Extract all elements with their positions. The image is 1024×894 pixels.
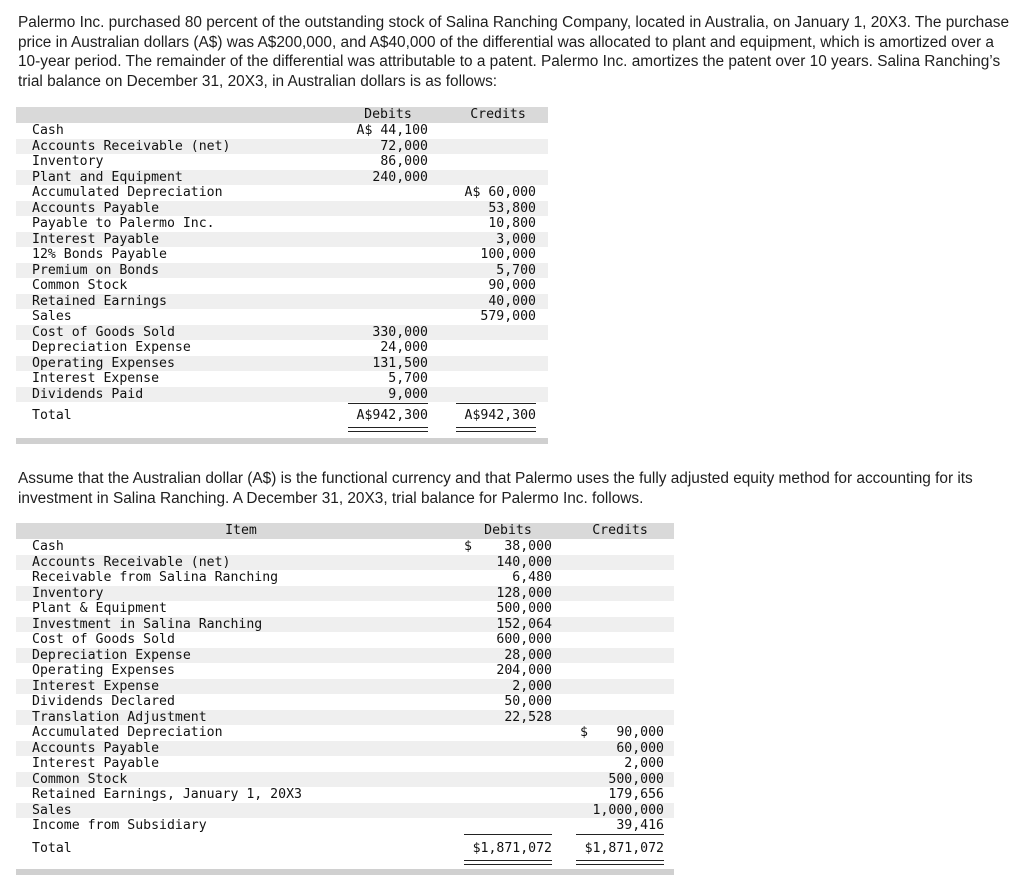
- salina-debit-total-rule: [348, 403, 428, 404]
- credit-amount: 579,000: [480, 309, 536, 324]
- debit-amount: 2,000: [512, 678, 552, 694]
- table-row: [16, 772, 674, 788]
- account-name: Accounts Payable: [32, 200, 160, 216]
- debit-amount: 500,000: [496, 601, 552, 616]
- debit-amount: 22,528: [504, 709, 552, 725]
- account-name: Interest Expense: [32, 678, 160, 694]
- salina-table-bottom-bar: [16, 438, 548, 444]
- account-name: Depreciation Expense: [32, 647, 191, 663]
- debit-amount: 204,000: [496, 663, 552, 678]
- table-row: [16, 555, 674, 571]
- credit-amount: 100,000: [480, 247, 536, 262]
- account-name: Sales: [32, 802, 72, 818]
- table-row: [16, 648, 674, 664]
- debit-amount: 152,064: [496, 616, 552, 632]
- debit-currency-sign: $: [464, 539, 472, 554]
- palermo-total-credit: $1,871,072: [584, 841, 664, 856]
- credit-currency-sign: $: [580, 725, 588, 740]
- credit-amount: 179,656: [608, 787, 664, 802]
- table-row: [16, 325, 548, 341]
- table-row: [16, 710, 674, 726]
- palermo-debit-total-rule: [464, 834, 552, 835]
- debit-amount: 5,700: [388, 371, 428, 386]
- table-row: [16, 725, 674, 741]
- debit-amount: 50,000: [504, 694, 552, 709]
- account-name: Plant and Equipment: [32, 169, 183, 185]
- account-name: Retained Earnings: [32, 293, 167, 309]
- table-row: [16, 247, 548, 263]
- salina-credits-header: Credits: [470, 107, 526, 122]
- account-name: Common Stock: [32, 771, 128, 787]
- account-name: Cost of Goods Sold: [32, 324, 175, 340]
- table-row: [16, 803, 674, 819]
- debit-amount: A$ 44,100: [356, 123, 428, 138]
- debit-amount: 9,000: [388, 386, 428, 402]
- account-name: Income from Subsidiary: [32, 818, 207, 833]
- account-name: Plant & Equipment: [32, 601, 167, 616]
- table-row: [16, 356, 548, 372]
- debit-amount: 24,000: [380, 340, 428, 355]
- palermo-credit-total-rule: [576, 834, 664, 835]
- table-row: [16, 818, 674, 834]
- debit-amount: 140,000: [496, 554, 552, 570]
- credit-amount: 39,416: [616, 818, 664, 833]
- account-name: Payable to Palermo Inc.: [32, 216, 215, 231]
- salina-debit-double-rule: [348, 427, 428, 432]
- debit-amount: 38,000: [504, 539, 552, 554]
- account-name: Cash: [32, 123, 64, 138]
- account-name: Accounts Payable: [32, 740, 160, 756]
- table-row: [16, 632, 674, 648]
- table-row: [16, 787, 674, 803]
- credit-amount: 10,800: [488, 216, 536, 231]
- assumption-text: Assume that the Australian dollar (A$) is the functional currency and that Palermo uses the fully adjusted equity method for accounting for its investment in Salina Ranching. A December 31, 20X3, trial balance for Palermo Inc. follows.: [18, 470, 973, 507]
- table-row: [16, 371, 548, 387]
- table-row: [16, 663, 674, 679]
- credit-amount: 1,000,000: [592, 802, 664, 818]
- table-row: [16, 741, 674, 757]
- table-row: [16, 539, 674, 555]
- account-name: Cash: [32, 539, 64, 554]
- credit-amount: 500,000: [608, 771, 664, 787]
- account-name: Investment in Salina Ranching: [32, 616, 263, 632]
- account-name: Sales: [32, 309, 72, 324]
- salina-total-row: [16, 408, 548, 424]
- table-row: [16, 694, 674, 710]
- table-row: [16, 340, 548, 356]
- salina-total-debit: A$942,300: [356, 408, 428, 423]
- problem-intro-text: Palermo Inc. purchased 80 percent of the outstanding stock of Salina Ranching Company, located in Australia, on January 1, 20X3. The purchase price in Australian dollars (A$) was A$200,000, and A$40,000 of the differential was allocated to plant and equipment, which is amortized over a 10-year period. The remainder of the differential was attributable to a patent. Palermo Inc. amortizes the patent over 10 years. Salina Ranching’s trial balance on December 31, 20X3, in Australian dollars is as follows:: [18, 14, 1010, 90]
- credit-amount: 53,800: [488, 200, 536, 216]
- account-name: Depreciation Expense: [32, 340, 191, 355]
- palermo-trial-balance-table: [16, 523, 674, 877]
- credit-amount: A$ 60,000: [464, 185, 536, 200]
- salina-credit-double-rule: [456, 427, 536, 432]
- account-name: Interest Payable: [32, 231, 160, 247]
- salina-trial-balance-table: [16, 107, 548, 444]
- palermo-table-bottom-bar: [16, 869, 674, 875]
- table-row: [16, 232, 548, 248]
- debit-amount: 600,000: [496, 632, 552, 647]
- table-row: [16, 586, 674, 602]
- table-row: [16, 123, 548, 139]
- table-row: [16, 756, 674, 772]
- table-row: [16, 185, 548, 201]
- table-row: [16, 601, 674, 617]
- account-name: Retained Earnings, January 1, 20X3: [32, 787, 302, 802]
- salina-credit-total-rule: [456, 403, 536, 404]
- salina-total-label: Total: [32, 408, 72, 423]
- table-row: [16, 154, 548, 170]
- table-row: [16, 617, 674, 633]
- account-name: Receivable from Salina Ranching: [32, 570, 279, 585]
- account-name: Translation Adjustment: [32, 709, 207, 725]
- credit-amount: 60,000: [616, 740, 664, 756]
- account-name: Dividends Declared: [32, 694, 175, 709]
- palermo-total-row: [16, 841, 674, 857]
- account-name: Common Stock: [32, 278, 128, 293]
- debit-amount: 131,500: [372, 355, 428, 371]
- palermo-debit-double-rule: [464, 860, 552, 865]
- account-name: Interest Expense: [32, 371, 160, 386]
- debit-amount: 72,000: [380, 138, 428, 154]
- credit-amount: 40,000: [488, 293, 536, 309]
- account-name: 12% Bonds Payable: [32, 247, 167, 262]
- debit-amount: 330,000: [372, 324, 428, 340]
- table-row: [16, 278, 548, 294]
- credit-amount: 5,700: [496, 262, 536, 278]
- debit-amount: 128,000: [496, 585, 552, 601]
- debit-amount: 240,000: [372, 169, 428, 185]
- credit-amount: 3,000: [496, 231, 536, 247]
- palermo-debits-header: Debits: [484, 523, 532, 538]
- account-name: Inventory: [32, 585, 104, 601]
- table-row: [16, 294, 548, 310]
- account-name: Accounts Receivable (net): [32, 138, 231, 154]
- palermo-credit-double-rule: [576, 860, 664, 865]
- table-row: [16, 201, 548, 217]
- palermo-item-header: Item: [225, 523, 257, 538]
- debit-amount: 6,480: [512, 570, 552, 585]
- table-row: [16, 570, 674, 586]
- table-row: [16, 170, 548, 186]
- palermo-total-debit: $1,871,072: [472, 841, 552, 856]
- credit-amount: 2,000: [624, 756, 664, 771]
- account-name: Cost of Goods Sold: [32, 632, 175, 647]
- table-row: [16, 216, 548, 232]
- credit-amount: 90,000: [488, 278, 536, 293]
- account-name: Accumulated Depreciation: [32, 185, 223, 200]
- debit-amount: 86,000: [380, 154, 428, 169]
- account-name: Dividends Paid: [32, 386, 144, 402]
- account-name: Accounts Receivable (net): [32, 554, 231, 570]
- table-row: [16, 263, 548, 279]
- account-name: Accumulated Depreciation: [32, 725, 223, 740]
- account-name: Premium on Bonds: [32, 262, 160, 278]
- account-name: Inventory: [32, 154, 104, 169]
- salina-total-credit: A$942,300: [464, 408, 536, 423]
- account-name: Operating Expenses: [32, 663, 175, 678]
- table-row: [16, 387, 548, 403]
- debit-amount: 28,000: [504, 647, 552, 663]
- table-row: [16, 309, 548, 325]
- account-name: Operating Expenses: [32, 355, 175, 371]
- palermo-total-label: Total: [32, 841, 72, 856]
- table-row: [16, 679, 674, 695]
- palermo-credits-header: Credits: [592, 523, 648, 538]
- account-name: Interest Payable: [32, 756, 160, 771]
- salina-debits-header: Debits: [364, 107, 412, 122]
- credit-amount: 90,000: [616, 725, 664, 740]
- table-row: [16, 139, 548, 155]
